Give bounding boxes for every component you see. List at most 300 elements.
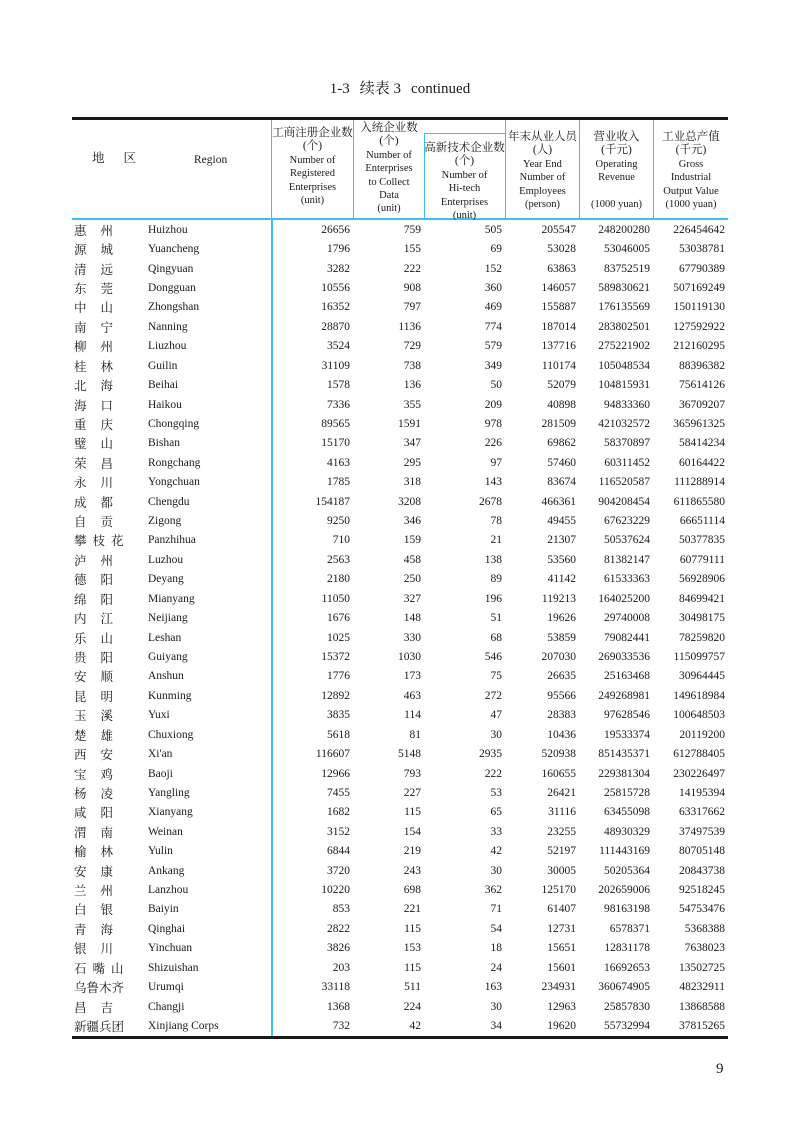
region-name-en: Ankang xyxy=(148,864,185,877)
region-name-en: Chengdu xyxy=(148,495,190,508)
column-header-hitech-enterprises: 高新技术企业数 (个) Number of Hi-tech Enterprises (unit) xyxy=(424,120,505,218)
column-header-operating-revenue: 营业收入 (千元) Operating Revenue (1000 yuan) xyxy=(579,120,653,218)
region-name-en: Anshun xyxy=(148,670,184,683)
value-yearend-employees: 52197 xyxy=(547,845,576,858)
table-row xyxy=(72,628,728,647)
value-enterprises-collect-data: 793 xyxy=(403,767,421,780)
value-operating-revenue: 60311452 xyxy=(604,456,650,469)
region-cell xyxy=(72,1016,271,1035)
region-name-zh: 荣昌 xyxy=(74,456,128,471)
region-name-en: Chongqing xyxy=(148,417,200,430)
value-enterprises-collect-data: 318 xyxy=(403,476,421,489)
value-yearend-employees: 15651 xyxy=(547,942,576,955)
region-cell xyxy=(72,511,271,530)
value-gross-industrial-output: 84699421 xyxy=(679,592,725,605)
region-cell xyxy=(72,570,271,589)
value-hitech-enterprises: 2678 xyxy=(479,495,502,508)
region-cell xyxy=(72,414,271,433)
region-cell xyxy=(72,861,271,880)
value-yearend-employees: 41142 xyxy=(547,573,576,586)
region-name-en: Neijiang xyxy=(148,612,188,625)
region-name-zh: 楚雄 xyxy=(74,728,128,743)
value-yearend-employees: 110174 xyxy=(541,359,576,372)
region-name-zh: 中山 xyxy=(74,301,128,316)
value-hitech-enterprises: 30 xyxy=(490,1000,502,1013)
value-hitech-enterprises: 47 xyxy=(490,709,502,722)
region-name-zh: 璧山 xyxy=(74,437,128,452)
column-header-gross-industrial-output: 工业总产值 (千元) Gross Industrial Output Value (1000 yuan) xyxy=(653,120,728,218)
region-cell xyxy=(72,434,271,453)
region-header-en: Region xyxy=(194,154,228,166)
region-cell xyxy=(72,317,271,336)
column-header-yearend-employees: 年末从业人员 (人) Year End Number of Employees (person) xyxy=(505,120,579,218)
value-hitech-enterprises: 163 xyxy=(484,981,502,994)
region-cell xyxy=(72,531,271,550)
table-row xyxy=(72,686,728,705)
value-hitech-enterprises: 68 xyxy=(490,631,502,644)
region-cell xyxy=(72,880,271,899)
value-enterprises-collect-data: 3208 xyxy=(398,495,421,508)
table-row xyxy=(72,608,728,627)
value-enterprises-collect-data: 115 xyxy=(404,922,421,935)
value-hitech-enterprises: 69 xyxy=(490,243,502,256)
value-registered-enterprises: 3524 xyxy=(327,340,350,353)
region-name-zh: 渭南 xyxy=(74,825,128,840)
value-enterprises-collect-data: 42 xyxy=(409,1020,421,1032)
region-cell xyxy=(72,647,271,666)
value-operating-revenue: 12831178 xyxy=(604,942,650,955)
table-row xyxy=(72,589,728,608)
region-cell xyxy=(72,900,271,919)
region-name-en: Xinjiang Corps xyxy=(148,1020,219,1032)
table-row xyxy=(72,220,728,239)
value-yearend-employees: 21307 xyxy=(547,534,576,547)
value-hitech-enterprises: 209 xyxy=(484,398,502,411)
region-name-en: Dongguan xyxy=(148,281,196,294)
value-hitech-enterprises: 226 xyxy=(484,437,502,450)
value-registered-enterprises: 33118 xyxy=(321,981,350,994)
region-name-en: Bishan xyxy=(148,437,180,450)
value-gross-industrial-output: 78259820 xyxy=(679,631,725,644)
region-name-en: Deyang xyxy=(148,573,184,586)
table-row xyxy=(72,822,728,841)
table-number: 1-3 xyxy=(329,81,350,97)
region-name-en: Guilin xyxy=(148,359,178,372)
value-registered-enterprises: 1676 xyxy=(327,612,350,625)
value-registered-enterprises: 1025 xyxy=(327,631,350,644)
value-gross-industrial-output: 75614126 xyxy=(679,379,725,392)
value-hitech-enterprises: 89 xyxy=(490,573,502,586)
column-header-enterprises-collect-data: 入统企业数 (个) Number of Enterprises to Collect Data (unit) xyxy=(353,120,424,218)
value-enterprises-collect-data: 295 xyxy=(403,456,421,469)
value-registered-enterprises: 1796 xyxy=(327,243,350,256)
value-operating-revenue: 81382147 xyxy=(604,553,650,566)
table-row xyxy=(72,239,728,258)
region-cell xyxy=(72,589,271,608)
value-operating-revenue: 50537624 xyxy=(604,534,650,547)
value-registered-enterprises: 12966 xyxy=(321,767,350,780)
region-cell xyxy=(72,667,271,686)
table-row xyxy=(72,298,728,317)
value-gross-industrial-output: 7638023 xyxy=(684,942,725,955)
table-row xyxy=(72,356,728,375)
table-row xyxy=(72,744,728,763)
value-registered-enterprises: 3826 xyxy=(327,942,350,955)
value-hitech-enterprises: 505 xyxy=(484,223,502,236)
value-hitech-enterprises: 138 xyxy=(484,553,502,566)
value-yearend-employees: 30005 xyxy=(547,864,576,877)
value-gross-industrial-output: 88396382 xyxy=(679,359,725,372)
table-row xyxy=(72,317,728,336)
region-name-en: Nanning xyxy=(148,320,188,333)
value-operating-revenue: 55732994 xyxy=(604,1020,650,1032)
region-name-zh: 源城 xyxy=(74,243,128,258)
column-header-registered-enterprises: 工商注册企业数 (个) Number of Registered Enterprises (unit) xyxy=(271,120,353,218)
value-yearend-employees: 57460 xyxy=(547,456,576,469)
region-cell xyxy=(72,919,271,938)
region-cell xyxy=(72,744,271,763)
region-name-en: Baoji xyxy=(148,767,173,780)
value-operating-revenue: 53046005 xyxy=(604,243,650,256)
value-gross-industrial-output: 63317662 xyxy=(679,806,725,819)
value-enterprises-collect-data: 159 xyxy=(403,534,421,547)
value-registered-enterprises: 6844 xyxy=(327,845,350,858)
value-gross-industrial-output: 226454642 xyxy=(673,223,725,236)
value-yearend-employees: 205547 xyxy=(541,223,576,236)
region-name-en: Weinan xyxy=(148,825,183,838)
value-registered-enterprises: 12892 xyxy=(321,689,350,702)
region-cell xyxy=(72,977,271,996)
table-row xyxy=(72,278,728,297)
value-hitech-enterprises: 2935 xyxy=(479,748,502,761)
value-gross-industrial-output: 54753476 xyxy=(679,903,725,916)
value-enterprises-collect-data: 738 xyxy=(403,359,421,372)
region-name-en: Xianyang xyxy=(148,806,193,819)
region-name-en: Lanzhou xyxy=(148,884,189,897)
region-name-en: Rongchang xyxy=(148,456,201,469)
region-name-zh: 白银 xyxy=(74,903,128,918)
value-enterprises-collect-data: 797 xyxy=(403,301,421,314)
region-cell xyxy=(72,725,271,744)
value-enterprises-collect-data: 219 xyxy=(403,845,421,858)
value-gross-industrial-output: 37815265 xyxy=(679,1020,725,1032)
value-enterprises-collect-data: 153 xyxy=(403,942,421,955)
value-registered-enterprises: 31109 xyxy=(321,359,350,372)
value-yearend-employees: 40898 xyxy=(547,398,576,411)
value-enterprises-collect-data: 114 xyxy=(404,709,421,722)
value-registered-enterprises: 26656 xyxy=(321,223,350,236)
region-cell xyxy=(72,803,271,822)
value-registered-enterprises: 1785 xyxy=(327,476,350,489)
value-hitech-enterprises: 24 xyxy=(490,961,502,974)
value-operating-revenue: 202659006 xyxy=(598,884,650,897)
value-operating-revenue: 164025200 xyxy=(598,592,650,605)
region-cell xyxy=(72,608,271,627)
value-gross-industrial-output: 50377835 xyxy=(679,534,725,547)
value-hitech-enterprises: 362 xyxy=(484,884,502,897)
value-registered-enterprises: 2822 xyxy=(327,922,350,935)
region-name-zh: 石嘴山 xyxy=(74,961,130,976)
value-registered-enterprises: 203 xyxy=(332,961,350,974)
table-row xyxy=(72,997,728,1016)
value-hitech-enterprises: 97 xyxy=(490,456,502,469)
value-yearend-employees: 53859 xyxy=(547,631,576,644)
value-operating-revenue: 589830621 xyxy=(598,281,650,294)
value-gross-industrial-output: 612788405 xyxy=(673,748,725,761)
value-operating-revenue: 61533363 xyxy=(604,573,650,586)
value-registered-enterprises: 3152 xyxy=(327,825,350,838)
value-gross-industrial-output: 80705148 xyxy=(679,845,725,858)
table-row xyxy=(72,783,728,802)
table-row xyxy=(72,1016,728,1035)
region-name-en: Mianyang xyxy=(148,592,195,605)
region-name-en: Baiyin xyxy=(148,903,179,916)
value-yearend-employees: 83674 xyxy=(547,476,576,489)
table-row xyxy=(72,861,728,880)
value-enterprises-collect-data: 458 xyxy=(403,553,421,566)
value-hitech-enterprises: 51 xyxy=(490,612,502,625)
value-enterprises-collect-data: 1030 xyxy=(398,650,421,663)
value-yearend-employees: 95566 xyxy=(547,689,576,702)
region-cell xyxy=(72,356,271,375)
region-cell xyxy=(72,822,271,841)
region-cell xyxy=(72,492,271,511)
table-row xyxy=(72,259,728,278)
value-gross-industrial-output: 56928906 xyxy=(679,573,725,586)
value-yearend-employees: 12963 xyxy=(547,1000,576,1013)
region-name-zh: 海口 xyxy=(74,398,128,413)
value-hitech-enterprises: 143 xyxy=(484,476,502,489)
value-yearend-employees: 137716 xyxy=(541,340,576,353)
value-gross-industrial-output: 66651114 xyxy=(679,515,725,528)
value-hitech-enterprises: 579 xyxy=(484,340,502,353)
table-row xyxy=(72,900,728,919)
value-operating-revenue: 249268981 xyxy=(598,689,650,702)
value-yearend-employees: 49455 xyxy=(547,515,576,528)
region-name-en: Yuxi xyxy=(148,709,170,722)
region-cell xyxy=(72,239,271,258)
region-name-en: Panzhihua xyxy=(148,534,196,547)
value-enterprises-collect-data: 1136 xyxy=(398,320,421,333)
value-registered-enterprises: 3282 xyxy=(327,262,350,275)
value-operating-revenue: 16692653 xyxy=(604,961,650,974)
value-operating-revenue: 50205364 xyxy=(604,864,650,877)
table-row xyxy=(72,803,728,822)
region-name-zh: 杨凌 xyxy=(74,786,128,801)
value-enterprises-collect-data: 698 xyxy=(403,884,421,897)
region-name-zh: 银川 xyxy=(74,942,128,957)
table-row xyxy=(72,939,728,958)
value-gross-industrial-output: 230226497 xyxy=(673,767,725,780)
value-gross-industrial-output: 30498175 xyxy=(679,612,725,625)
value-operating-revenue: 229381304 xyxy=(598,767,650,780)
region-name-zh: 泸州 xyxy=(74,553,128,568)
value-yearend-employees: 53028 xyxy=(547,243,576,256)
region-name-zh: 昆明 xyxy=(74,689,128,704)
value-gross-industrial-output: 100648503 xyxy=(673,709,725,722)
value-operating-revenue: 105048534 xyxy=(598,359,650,372)
value-operating-revenue: 97628546 xyxy=(604,709,650,722)
value-hitech-enterprises: 75 xyxy=(490,670,502,683)
value-registered-enterprises: 1682 xyxy=(327,806,350,819)
region-name-zh: 玉溪 xyxy=(74,709,128,724)
value-yearend-employees: 234931 xyxy=(541,981,576,994)
value-enterprises-collect-data: 327 xyxy=(403,592,421,605)
region-cell xyxy=(72,220,271,239)
continued-label-en: continued xyxy=(411,81,471,97)
value-yearend-employees: 12731 xyxy=(547,922,576,935)
value-yearend-employees: 160655 xyxy=(541,767,576,780)
value-enterprises-collect-data: 908 xyxy=(403,281,421,294)
value-gross-industrial-output: 149618984 xyxy=(673,689,725,702)
region-name-en: Beihai xyxy=(148,379,179,392)
value-operating-revenue: 48930329 xyxy=(604,825,650,838)
value-enterprises-collect-data: 511 xyxy=(404,981,421,994)
value-gross-industrial-output: 611865580 xyxy=(673,495,725,508)
region-name-zh: 绵阳 xyxy=(74,592,128,607)
region-name-zh: 榆林 xyxy=(74,845,128,860)
value-enterprises-collect-data: 81 xyxy=(409,728,421,741)
value-operating-revenue: 116520587 xyxy=(598,476,650,489)
value-hitech-enterprises: 222 xyxy=(484,767,502,780)
continued-table-label-zh: 续表 3 xyxy=(359,81,402,97)
value-yearend-employees: 26635 xyxy=(547,670,576,683)
table-header xyxy=(72,120,728,220)
region-name-zh: 重庆 xyxy=(74,417,128,432)
value-enterprises-collect-data: 729 xyxy=(403,340,421,353)
value-registered-enterprises: 1578 xyxy=(327,379,350,392)
region-name-zh: 安康 xyxy=(74,864,128,879)
region-cell xyxy=(72,686,271,705)
value-registered-enterprises: 7336 xyxy=(327,398,350,411)
table-row xyxy=(72,706,728,725)
value-operating-revenue: 19533374 xyxy=(604,728,650,741)
table-row xyxy=(72,667,728,686)
region-name-en: Guiyang xyxy=(148,650,188,663)
region-name-en: Urumqi xyxy=(148,981,184,994)
region-name-zh: 安顺 xyxy=(74,670,128,685)
region-cell xyxy=(72,337,271,356)
value-gross-industrial-output: 37497539 xyxy=(679,825,725,838)
value-operating-revenue: 79082441 xyxy=(604,631,650,644)
value-yearend-employees: 19626 xyxy=(547,612,576,625)
value-operating-revenue: 904208454 xyxy=(598,495,650,508)
region-name-zh: 咸阳 xyxy=(74,806,128,821)
table-row xyxy=(72,414,728,433)
value-gross-industrial-output: 53038781 xyxy=(679,243,725,256)
region-name-zh: 桂林 xyxy=(74,359,128,374)
value-registered-enterprises: 10556 xyxy=(321,281,350,294)
value-yearend-employees: 125170 xyxy=(541,884,576,897)
value-hitech-enterprises: 33 xyxy=(490,825,502,838)
value-registered-enterprises: 89565 xyxy=(321,417,350,430)
value-registered-enterprises: 10220 xyxy=(321,884,350,897)
value-gross-industrial-output: 13868588 xyxy=(679,1000,725,1013)
region-cell xyxy=(72,278,271,297)
value-registered-enterprises: 9250 xyxy=(327,515,350,528)
region-name-zh: 昌吉 xyxy=(74,1000,128,1015)
value-yearend-employees: 15601 xyxy=(547,961,576,974)
value-operating-revenue: 25163468 xyxy=(604,670,650,683)
region-name-en: Yangling xyxy=(148,786,190,799)
value-hitech-enterprises: 54 xyxy=(490,922,502,935)
value-gross-industrial-output: 36709207 xyxy=(679,398,725,411)
value-operating-revenue: 25857830 xyxy=(604,1000,650,1013)
region-name-en: Yinchuan xyxy=(148,942,193,955)
region-cell xyxy=(72,453,271,472)
value-gross-industrial-output: 13502725 xyxy=(679,961,725,974)
region-cell xyxy=(72,706,271,725)
value-enterprises-collect-data: 227 xyxy=(403,786,421,799)
value-yearend-employees: 61407 xyxy=(547,903,576,916)
value-yearend-employees: 52079 xyxy=(547,379,576,392)
value-yearend-employees: 146057 xyxy=(541,281,576,294)
page-number: 9 xyxy=(716,1061,724,1077)
value-registered-enterprises: 3835 xyxy=(327,709,350,722)
value-operating-revenue: 98163198 xyxy=(604,903,650,916)
value-gross-industrial-output: 507169249 xyxy=(673,281,725,294)
value-registered-enterprises: 2563 xyxy=(327,553,350,566)
region-name-zh: 青海 xyxy=(74,922,128,937)
value-operating-revenue: 29740008 xyxy=(604,612,650,625)
region-name-zh: 东莞 xyxy=(74,281,128,296)
region-cell xyxy=(72,939,271,958)
region-name-zh: 兰州 xyxy=(74,884,128,899)
value-enterprises-collect-data: 759 xyxy=(403,223,421,236)
region-cell xyxy=(72,764,271,783)
region-name-zh: 惠州 xyxy=(74,223,128,238)
value-gross-industrial-output: 30964445 xyxy=(679,670,725,683)
value-enterprises-collect-data: 154 xyxy=(403,825,421,838)
value-hitech-enterprises: 71 xyxy=(490,903,502,916)
value-yearend-employees: 466361 xyxy=(541,495,576,508)
value-yearend-employees: 155887 xyxy=(541,301,576,314)
column-header-region xyxy=(72,120,271,218)
region-name-zh: 乌鲁木齐 xyxy=(74,981,125,996)
table-row xyxy=(72,511,728,530)
value-gross-industrial-output: 58414234 xyxy=(679,437,725,450)
value-operating-revenue: 248200280 xyxy=(598,223,650,236)
value-hitech-enterprises: 152 xyxy=(484,262,502,275)
region-cell xyxy=(72,298,271,317)
value-enterprises-collect-data: 243 xyxy=(403,864,421,877)
value-operating-revenue: 63455098 xyxy=(604,806,650,819)
region-header-zh: 地区 xyxy=(92,151,156,165)
value-registered-enterprises: 710 xyxy=(332,534,350,547)
value-enterprises-collect-data: 136 xyxy=(403,379,421,392)
value-registered-enterprises: 3720 xyxy=(327,864,350,877)
value-enterprises-collect-data: 347 xyxy=(403,437,421,450)
value-yearend-employees: 23255 xyxy=(547,825,576,838)
value-registered-enterprises: 1368 xyxy=(327,1000,350,1013)
value-operating-revenue: 176135569 xyxy=(598,301,650,314)
region-cell xyxy=(72,259,271,278)
value-enterprises-collect-data: 330 xyxy=(403,631,421,644)
region-name-en: Luzhou xyxy=(148,553,184,566)
value-gross-industrial-output: 5368388 xyxy=(684,922,725,935)
region-name-en: Yuancheng xyxy=(148,243,200,256)
value-gross-industrial-output: 67790389 xyxy=(679,262,725,275)
region-cell xyxy=(72,628,271,647)
value-gross-industrial-output: 60164422 xyxy=(679,456,725,469)
table-row xyxy=(72,725,728,744)
value-hitech-enterprises: 978 xyxy=(484,417,502,430)
value-operating-revenue: 25815728 xyxy=(604,786,650,799)
value-hitech-enterprises: 34 xyxy=(490,1020,502,1032)
value-registered-enterprises: 116607 xyxy=(315,748,350,761)
value-enterprises-collect-data: 221 xyxy=(403,903,421,916)
value-enterprises-collect-data: 148 xyxy=(403,612,421,625)
